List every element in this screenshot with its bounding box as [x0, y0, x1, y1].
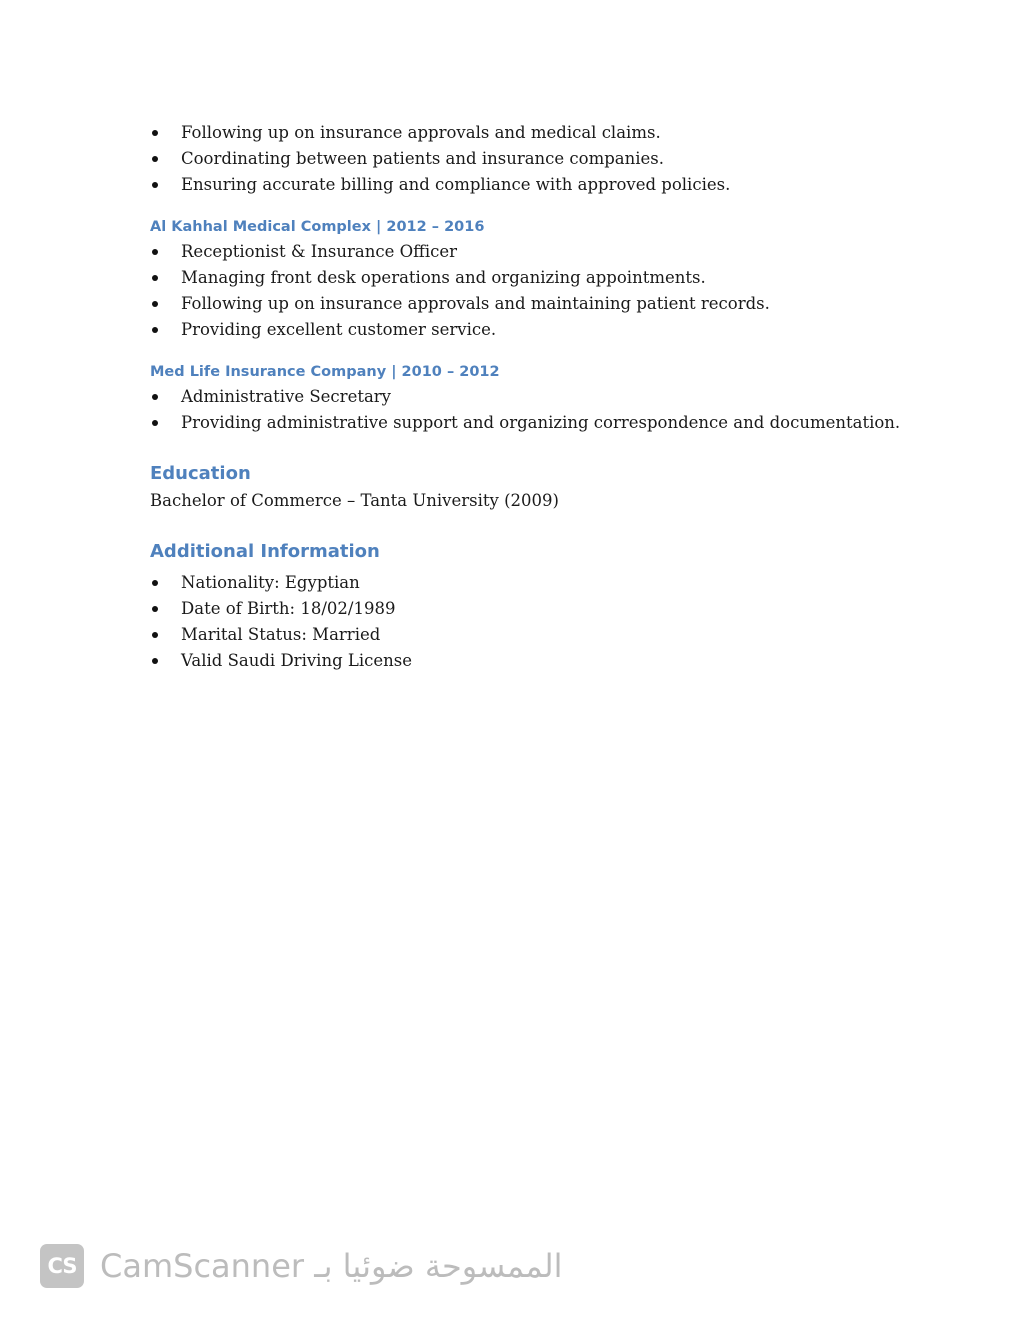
list-item: Managing front desk operations and organizing appointments. — [150, 265, 910, 291]
camscanner-logo-icon: CS — [40, 1244, 84, 1288]
job-heading-med-life: Med Life Insurance Company | 2010 – 2012 — [150, 364, 500, 380]
job-heading-al-kahhal: Al Kahhal Medical Complex | 2012 – 2016 — [150, 219, 485, 235]
list-item: Ensuring accurate billing and compliance with approved policies. — [150, 172, 910, 198]
education-heading: Education — [150, 463, 251, 484]
education-text: Bachelor of Commerce – Tanta University (2009) — [150, 491, 559, 510]
list-item: Following up on insurance approvals and medical claims. — [150, 120, 910, 146]
list-item: Marital Status: Married — [150, 622, 910, 648]
bullet-icon — [152, 632, 158, 638]
list-item: Coordinating between patients and insurance companies. — [150, 146, 910, 172]
job-list-al-kahhal — [150, 239, 910, 343]
bullet-icon — [152, 301, 158, 307]
bullet-icon — [152, 420, 158, 426]
bullet-icon — [152, 606, 158, 612]
list-item: Nationality: Egyptian — [150, 570, 910, 596]
job-list-med-life — [150, 384, 910, 436]
bullet-icon — [152, 182, 158, 188]
list-item: Receptionist & Insurance Officer — [150, 239, 910, 265]
bullet-icon — [152, 658, 158, 664]
list-item: Providing excellent customer service. — [150, 317, 910, 343]
resume-page — [150, 120, 910, 674]
experience-continued-list — [150, 120, 910, 198]
watermark-text: CamScanner الممسوحة ضوئيا بـ — [100, 1247, 563, 1285]
additional-info-list — [150, 570, 910, 674]
bullet-icon — [152, 249, 158, 255]
additional-info-heading: Additional Information — [150, 541, 380, 562]
bullet-icon — [152, 130, 158, 136]
list-item: Administrative Secretary — [150, 384, 910, 410]
list-item: Valid Saudi Driving License — [150, 648, 910, 674]
camscanner-watermark — [40, 1243, 563, 1289]
bullet-icon — [152, 580, 158, 586]
bullet-icon — [152, 394, 158, 400]
list-item: Following up on insurance approvals and maintaining patient records. — [150, 291, 910, 317]
bullet-icon — [152, 275, 158, 281]
list-item: Providing administrative support and organizing correspondence and documentation. — [150, 410, 910, 436]
list-item: Date of Birth: 18/02/1989 — [150, 596, 910, 622]
bullet-icon — [152, 327, 158, 333]
bullet-icon — [152, 156, 158, 162]
